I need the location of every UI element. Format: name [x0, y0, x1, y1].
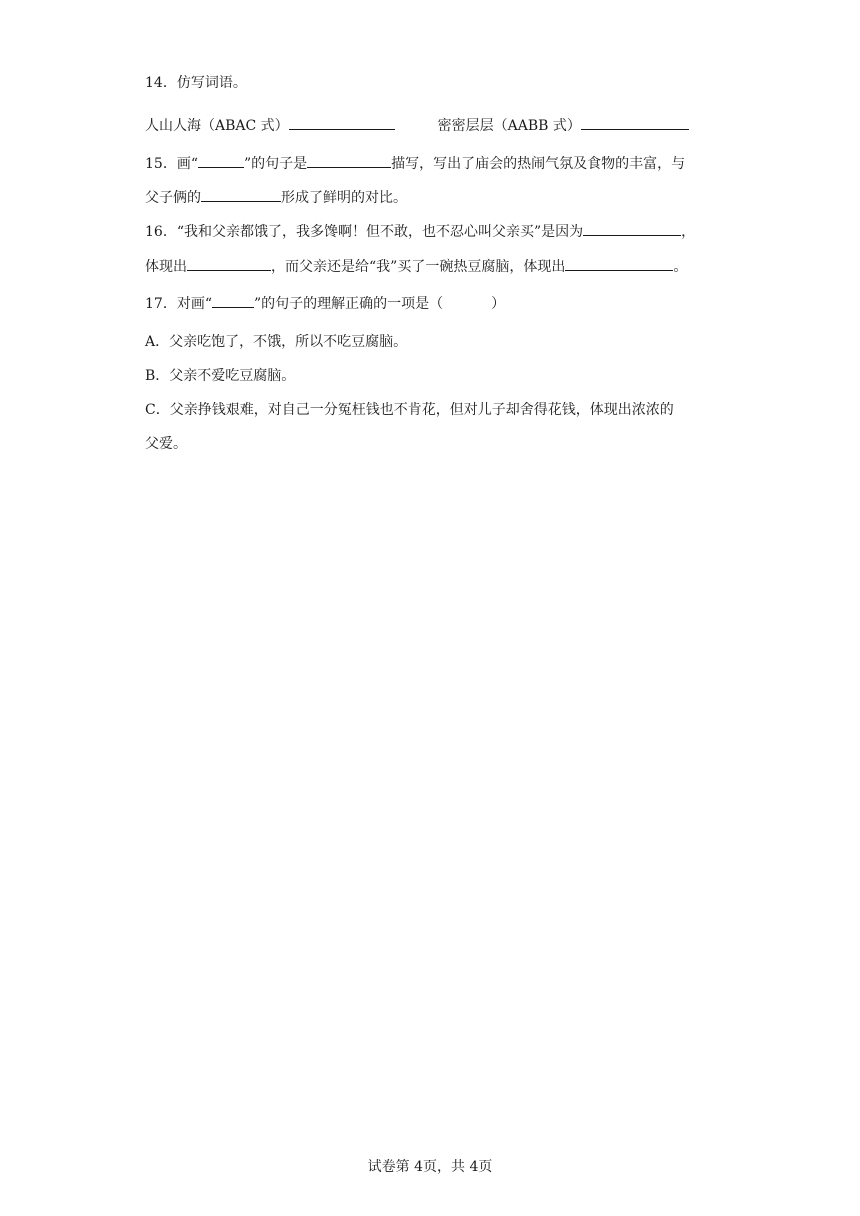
- answer-blank[interactable]: [565, 255, 673, 271]
- answer-blank[interactable]: [187, 255, 271, 271]
- q16-text: ，而父亲还是给“我”买了一碗热豆腐脑，体现出: [271, 259, 566, 275]
- underline-mark: [198, 152, 244, 168]
- q16-text: ，: [681, 224, 696, 240]
- q16-text: 16．“我和父亲都饿了，我多馋啊！但不敢，也不忍心叫父亲买”是因为: [145, 224, 584, 240]
- q17-text: ”的句子的理解正确的一项是（: [253, 296, 444, 312]
- question-14-answers: [145, 114, 689, 136]
- page-footer: [0, 1157, 860, 1177]
- q14-label-a: 人山人海（ABAC 式）: [145, 118, 289, 134]
- option-c-line2[interactable]: [145, 434, 187, 454]
- question-15-line2: [145, 186, 407, 208]
- answer-blank[interactable]: [289, 114, 395, 130]
- underline-mark: [212, 292, 254, 308]
- q16-text: 体现出: [145, 259, 187, 275]
- q16-text: 。: [673, 259, 688, 275]
- question-14-stem: [145, 73, 247, 93]
- q17-text: 17．对画“: [145, 296, 212, 312]
- option-c-text: 父爱。: [145, 436, 187, 452]
- option-c-text: C．父亲挣钱艰难，对自己一分冤枉钱也不肯花，但对儿子却舍得花钱，体现出浓浓的: [145, 402, 674, 418]
- q15-text: 父子俩的: [145, 190, 201, 206]
- question-17-stem: [145, 292, 505, 314]
- question-16-line1: [145, 220, 695, 242]
- answer-blank[interactable]: [581, 114, 689, 130]
- question-16-line2: [145, 255, 687, 277]
- page-number: 试卷第 4页，共 4页: [367, 1159, 493, 1175]
- option-a[interactable]: [145, 332, 407, 352]
- option-a-text: A．父亲吃饱了，不饿，所以不吃豆腐脑。: [145, 334, 408, 350]
- option-b[interactable]: [145, 366, 295, 386]
- answer-blank[interactable]: [307, 152, 391, 168]
- q14-stem-text: 14．仿写词语。: [145, 75, 247, 91]
- option-b-text: B．父亲不爱吃豆腐脑。: [145, 368, 296, 384]
- q15-text: ”的句子是: [243, 156, 308, 172]
- q15-text: 形成了鲜明的对比。: [281, 190, 407, 206]
- answer-blank[interactable]: [583, 220, 681, 236]
- option-c-line1[interactable]: [145, 400, 674, 420]
- answer-blank[interactable]: [201, 186, 281, 202]
- q15-text: 描写，写出了庙会的热闹气氛及食物的丰富，与: [391, 156, 686, 172]
- q17-text: ）: [491, 296, 506, 312]
- question-15-line1: [145, 152, 685, 174]
- q15-text: 15．画“: [145, 156, 198, 172]
- q14-label-b: 密密层层（AABB 式）: [437, 118, 581, 134]
